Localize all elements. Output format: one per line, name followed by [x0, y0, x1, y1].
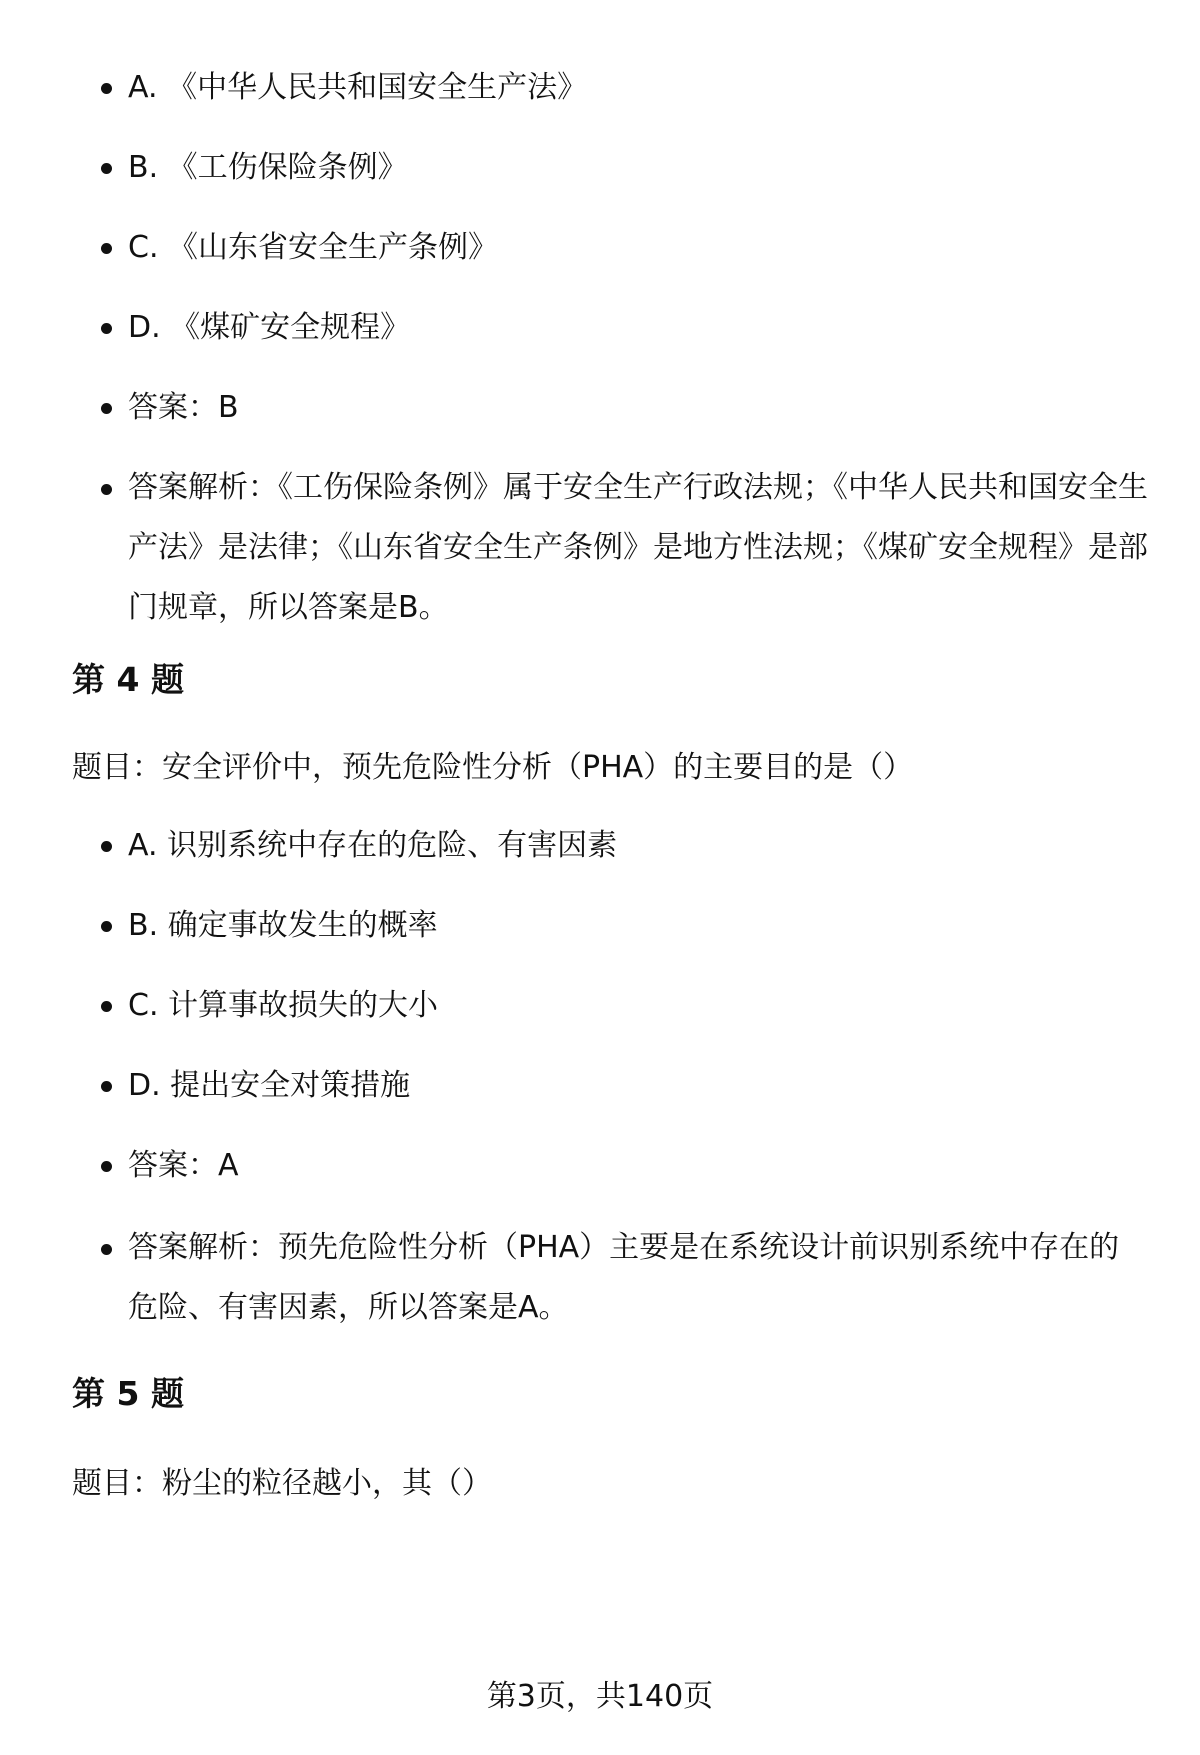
q4-option-a: A. 识别系统中存在的危险、有害因素	[128, 816, 1148, 876]
page-number-footer: 第3页，共140页	[486, 1679, 714, 1714]
q3-option-d: D. 《煤矿安全规程》	[128, 298, 1148, 358]
q4-question: 题目：安全评价中，预先危险性分析（PHA）的主要目的是（）	[72, 750, 914, 785]
q3-explanation: 答案解析：《工伤保险条例》属于安全生产行政法规；《中华人民共和国安全生产法》是法律；《山东省安全生产条例》是地方性法规；《煤矿安全规程》是部门规章，所以答案是B。	[128, 458, 1148, 638]
q3-option-c: C. 《山东省安全生产条例》	[128, 218, 1148, 278]
q5-question: 题目：粉尘的粒径越小，其（）	[72, 1466, 492, 1501]
q3-answer: 答案：B	[128, 378, 1148, 438]
q4-option-d: D. 提出安全对策措施	[128, 1056, 1148, 1116]
q4-heading: 第 4 题	[72, 660, 184, 699]
q5-heading: 第 5 题	[72, 1374, 184, 1413]
q4-answer: 答案：A	[128, 1136, 1148, 1196]
q3-option-b: B. 《工伤保险条例》	[128, 138, 1148, 198]
q3-option-a: A. 《中华人民共和国安全生产法》	[128, 58, 1148, 118]
q4-explanation: 答案解析：预先危险性分析（PHA）主要是在系统设计前识别系统中存在的危险、有害因素，所以答案是A。	[128, 1218, 1148, 1338]
q4-option-c: C. 计算事故损失的大小	[128, 976, 1148, 1036]
q4-option-b: B. 确定事故发生的概率	[128, 896, 1148, 956]
